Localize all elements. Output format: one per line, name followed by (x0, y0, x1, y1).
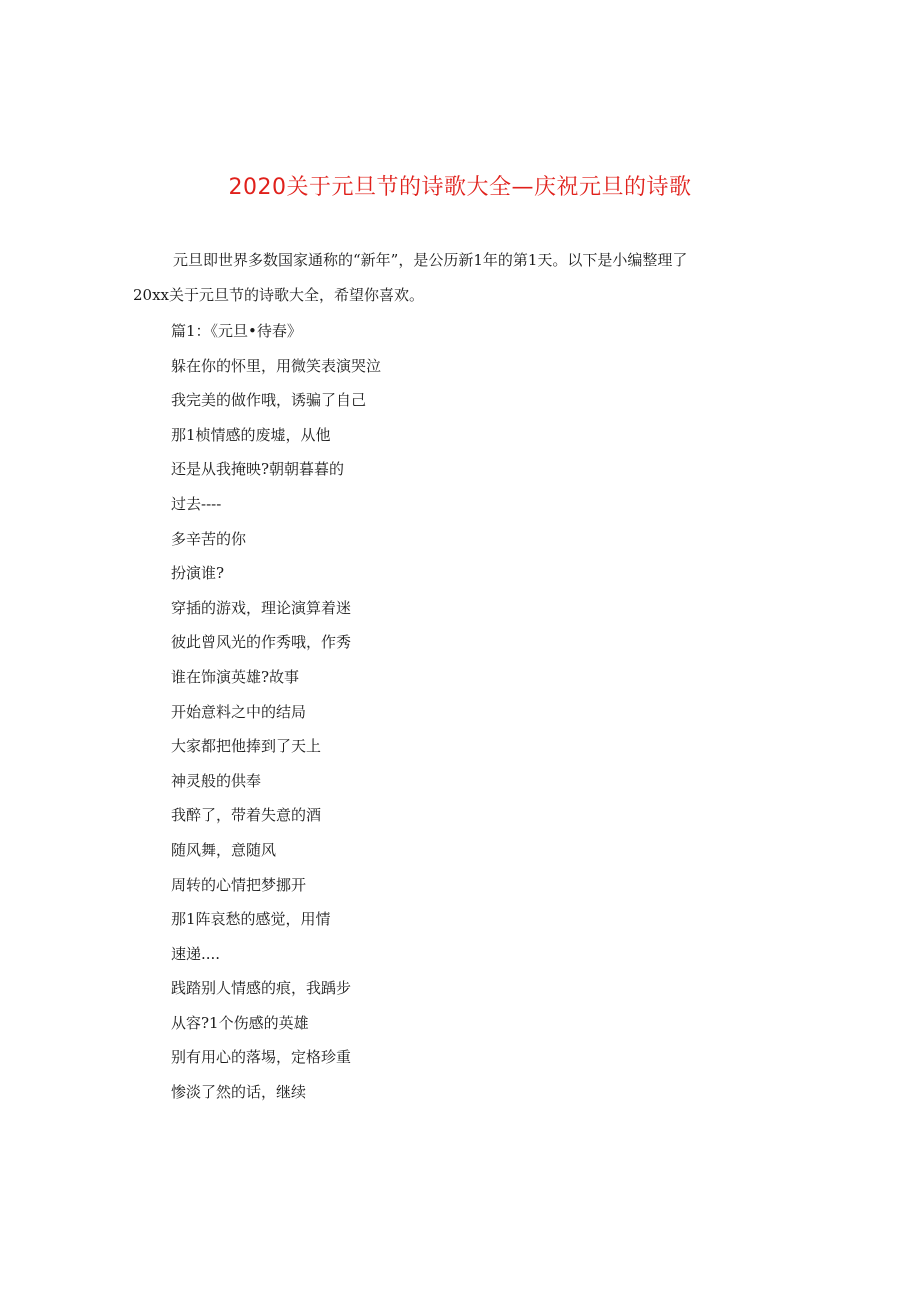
poem-line: 从容?1个伤感的英雄 (171, 1013, 309, 1032)
poem-line: 开始意料之中的结局 (171, 702, 307, 721)
poem-line: 神灵般的供奉 (171, 771, 262, 790)
poem-heading: 篇1：《元旦•待春》 (171, 322, 302, 340)
poem-section (171, 314, 771, 1110)
poem-line: 随风舞，意随风 (171, 840, 277, 859)
poem-line: 别有用心的落埸，定格珍重 (171, 1048, 352, 1067)
poem-line: 还是从我掩映?朝朝暮暮的 (171, 460, 345, 479)
intro-line-2: 20xx关于元旦节的诗歌大全，希望你喜欢。 (133, 286, 425, 304)
poem-line: 惨淡了然的话，继续 (171, 1083, 307, 1102)
intro-line-1: 元旦即世界多数国家通称的“新年”，是公历新1年的第1天。以下是小编整理了 (173, 251, 688, 269)
poem-line: 谁在饰演英雄?故事 (171, 667, 300, 686)
poem-line: 大家都把他捧到了天上 (171, 737, 322, 756)
poem-line: 践踏别人情感的痕，我踽步 (171, 979, 352, 998)
document-title: 2020关于元旦节的诗歌大全—庆祝元旦的诗歌 (228, 175, 692, 200)
poem-line: 过去---- (171, 494, 222, 513)
poem-line: 我醉了，带着失意的酒 (171, 806, 322, 825)
poem-line: 多辛苦的你 (171, 529, 247, 548)
poem-line: 那1阵哀愁的感觉，用情 (171, 910, 331, 929)
poem-line: 彼此曾风光的作秀哦，作秀 (171, 633, 352, 652)
poem-line: 穿插的游戏，理论演算着迷 (171, 598, 352, 617)
poem-line: 扮演谁? (171, 564, 225, 583)
poem-line: 速递.... (171, 944, 221, 963)
poem-line: 周转的心情把梦挪开 (171, 875, 307, 894)
intro-paragraph (133, 243, 793, 313)
poem-line: 那1桢情感的废墟，从他 (171, 425, 331, 444)
poem-line: 我完美的做作哦，诱骗了自己 (171, 391, 367, 410)
poem-line: 躲在你的怀里，用微笑表演哭泣 (171, 356, 382, 375)
